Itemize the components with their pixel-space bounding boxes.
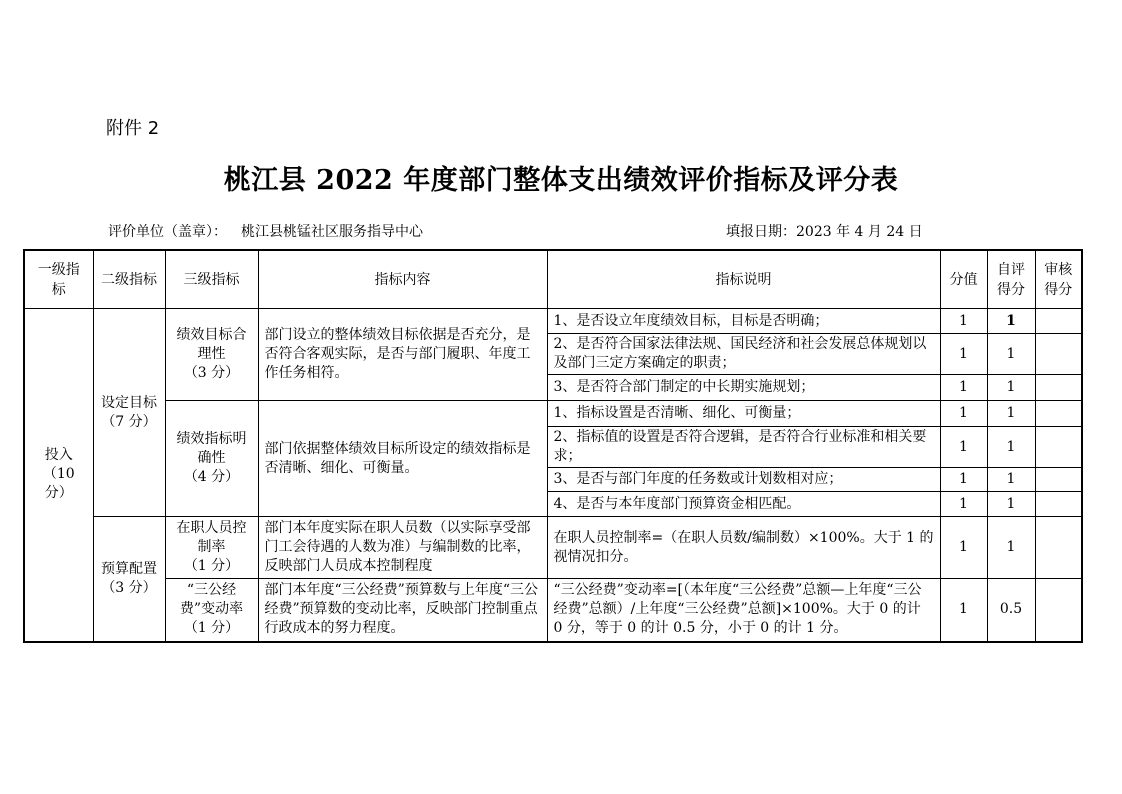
item-score: 1 [940, 468, 987, 492]
item-description: 2、指标值的设置是否符合逻辑，是否符合行业标准和相关要求； [547, 427, 940, 468]
page-title: 桃江县 2022 年度部门整体支出绩效评价指标及评分表 [223, 165, 899, 196]
evaluation-unit [108, 221, 423, 241]
group-cell [93, 309, 165, 517]
item-score: 1 [940, 517, 987, 579]
item-audit-score [1035, 492, 1082, 517]
fill-date: 填报日期：2023 年 4 月 24 日 [726, 224, 923, 240]
level1-score: （10 分） [42, 466, 75, 502]
item-self-score: 1 [987, 517, 1035, 579]
indicator-cell [165, 579, 258, 642]
header-level2: 二级指标 [93, 250, 165, 309]
indicator-content: 部门本年度实际在职人员数（以实际享受部门工会待遇的人数为准）与编制数的比率，反映部门人员成本控制程度 [258, 517, 547, 579]
group-score: （7 分） [101, 413, 157, 430]
item-description: 1、指标设置是否清晰、细化、可衡量； [547, 401, 940, 427]
item-description: 3、是否符合部门制定的中长期实施规划； [547, 375, 940, 401]
item-audit-score [1035, 309, 1082, 334]
indicator-cell [165, 517, 258, 579]
item-description: 2、是否符合国家法律法规、国民经济和社会发展总体规划以及部门三定方案确定的职责； [547, 334, 940, 375]
indicator-content: 部门本年度“三公经费”预算数与上年度“三公经费”预算数的变动比率，反映部门控制重点行政成本的努力程度。 [258, 579, 547, 642]
item-self-score: 1 [987, 468, 1035, 492]
attachment-label: 附件 2 [106, 118, 160, 139]
item-score: 1 [940, 492, 987, 517]
header-level3: 三级指标 [165, 250, 258, 309]
item-score: 1 [940, 309, 987, 334]
indicator-name: 绩效指标明确性 [176, 431, 247, 466]
header-content: 指标内容 [258, 250, 547, 309]
evaluation-table [23, 249, 1083, 643]
unit-value: 桃江县桃锰社区服务指导中心 [241, 224, 423, 240]
group-cell [93, 517, 165, 642]
item-audit-score [1035, 334, 1082, 375]
table-row [24, 579, 1082, 642]
item-self-score: 1 [987, 427, 1035, 468]
header-level1: 一级指标 [24, 250, 93, 309]
item-audit-score [1035, 579, 1082, 642]
header-audit-score: 审核得分 [1035, 250, 1082, 309]
item-description: 1、是否设立年度绩效目标，目标是否明确； [547, 309, 940, 334]
indicator-name: 在职人员控制率 [176, 520, 247, 555]
item-score: 1 [940, 375, 987, 401]
indicator-content: 部门设立的整体绩效目标依据是否充分，是否符合客观实际，是否与部门履职、年度工作任务相符。 [258, 309, 547, 401]
item-audit-score [1035, 468, 1082, 492]
item-description: “三公经费”变动率=[（本年度“三公经费”总额—上年度“三公经费”总额）/上年度“三公经费”总额]×100%。大于 0 的计 0 分，等于 0 的计 0.5 分，小于 0 的计 1 分。 [547, 579, 940, 642]
indicator-score: （1 分） [183, 558, 240, 574]
item-audit-score [1035, 375, 1082, 401]
unit-label: 评价单位（盖章）： [108, 224, 227, 240]
indicator-score: （3 分） [183, 365, 240, 381]
item-self-score: 0.5 [987, 579, 1035, 642]
group-name: 预算配置 [101, 560, 157, 577]
table-row [24, 401, 1082, 427]
indicator-cell [165, 401, 258, 517]
header-row [24, 250, 1082, 309]
item-audit-score [1035, 517, 1082, 579]
table-row [24, 309, 1082, 334]
item-self-score: 1 [987, 309, 1035, 334]
group-score: （3 分） [101, 579, 157, 596]
item-self-score: 1 [987, 492, 1035, 517]
header-description: 指标说明 [547, 250, 940, 309]
indicator-score: （1 分） [183, 620, 240, 637]
item-description: 3、是否与部门年度的任务数或计划数相对应； [547, 468, 940, 492]
item-score: 1 [940, 334, 987, 375]
header-self-score: 自评得分 [987, 250, 1035, 309]
item-audit-score [1035, 427, 1082, 468]
group-name: 设定目标 [101, 394, 157, 411]
item-self-score: 1 [987, 334, 1035, 375]
item-description: 在职人员控制率=（在职人员数/编制数）×100%。大于 1 的视情况扣分。 [547, 517, 940, 579]
indicator-cell [165, 309, 258, 401]
indicator-name: “三公经费”变动率 [179, 582, 244, 618]
level1-name: 投入 [44, 447, 73, 464]
table-row [24, 517, 1082, 579]
item-self-score: 1 [987, 375, 1035, 401]
indicator-content: 部门依据整体绩效目标所设定的绩效指标是否清晰、细化、可衡量。 [258, 401, 547, 517]
header-score: 分值 [940, 250, 987, 309]
level1-cell [24, 309, 93, 642]
item-score: 1 [940, 579, 987, 642]
item-self-score: 1 [987, 401, 1035, 427]
indicator-name: 绩效目标合理性 [176, 327, 247, 362]
indicator-score: （4 分） [183, 469, 240, 485]
item-audit-score [1035, 401, 1082, 427]
item-description: 4、是否与本年度部门预算资金相匹配。 [547, 492, 940, 517]
item-score: 1 [940, 427, 987, 468]
item-score: 1 [940, 401, 987, 427]
